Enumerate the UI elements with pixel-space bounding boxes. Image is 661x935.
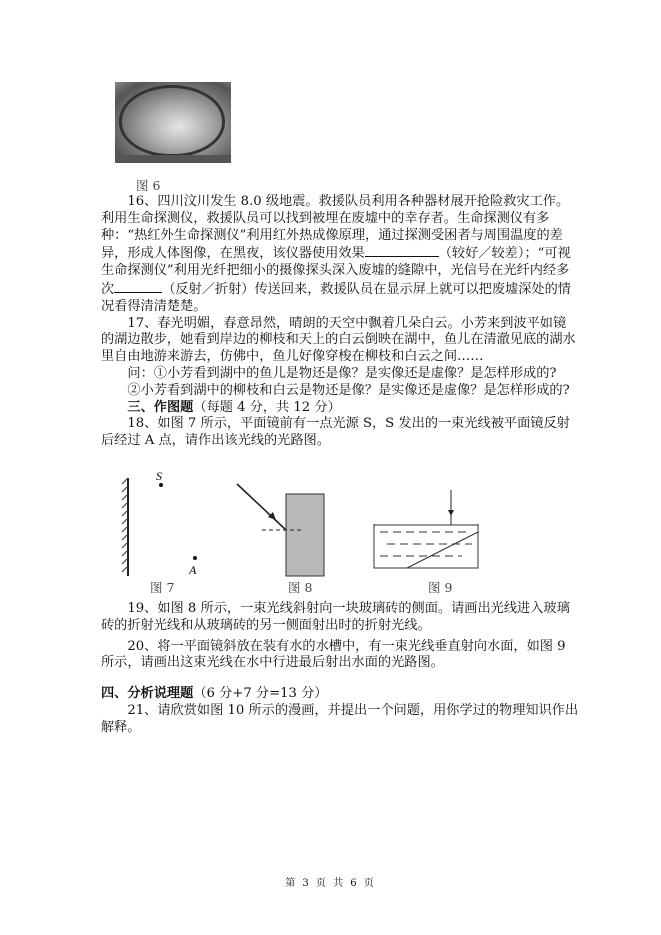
- figure-7-mirror: [122, 478, 128, 576]
- questions-19-20: [101, 601, 579, 672]
- section-3-title: 三、作图题: [127, 399, 194, 415]
- arrow-down-icon: [448, 510, 454, 516]
- water-lines: [380, 532, 472, 556]
- figure-6-photo: [115, 82, 231, 163]
- answer-blank-2[interactable]: [114, 280, 162, 293]
- q16-text-3: （反射／折射）传送回来，救援队员在显示屏上就可以把废墟深处的情况看得清清楚楚。: [101, 281, 571, 314]
- section-3-score: （每题 4 分，共 12 分）: [193, 399, 341, 415]
- question-17-ask-1: 问：①小芳看到湖中的鱼儿是物还是像？是实像还是虚像？是怎样形成的?: [127, 365, 557, 381]
- figure-8-caption: 图 8: [288, 580, 313, 595]
- question-18-text: 18、如图 7 所示，平面镜前有一点光源 S，S 发出的一束光线被平面镜反射后经过 A 点，请作出该光线的光路图。: [101, 416, 570, 449]
- question-21-text: 21、请欣赏如图 10 所示的漫画，并提出一个问题，用你学过的物理知识作出解释。: [101, 702, 579, 735]
- figures-7-8-9: [110, 470, 500, 582]
- q16-text-1: 16、四川汶川发生 8.0 级地震。救援队员利用各种器材展开抢险救灾工作。利用生命探测仪，救援队员可以找到被埋在废墟中的幸存者。生命探测仪有多种：“热红外生命探测仪”利用红外热成像原理，通过探测受困者与周围温度的差异，形成人体图像，在黑夜，该仪器使用效果: [101, 194, 570, 262]
- figure-7-caption: 图 7: [150, 580, 175, 595]
- plane-mirror: [407, 532, 478, 568]
- label-s: S: [156, 470, 162, 483]
- glass-brick: [286, 494, 324, 576]
- section-3-heading: [101, 400, 579, 417]
- incident-ray: [237, 484, 286, 530]
- question-16: [101, 194, 579, 450]
- section-4-heading: [101, 686, 579, 703]
- q16-text-2: （较好／较差）；“可视生命探测仪”利用光纤把细小的摄像探头深入废墟的缝隙中，光信号在光纤内经多次: [101, 246, 571, 297]
- section-4: [101, 686, 579, 736]
- answer-blank-1[interactable]: [365, 244, 439, 257]
- point-a: [193, 556, 197, 560]
- section-4-title: 四、分析说理题: [101, 686, 194, 701]
- figure-9-caption: 图 9: [428, 580, 453, 595]
- section-4-score: （6 分+7 分=13 分）: [193, 686, 328, 701]
- point-s: [159, 483, 163, 487]
- label-a: A: [189, 563, 197, 577]
- figure-6-caption: 图 6: [136, 178, 161, 193]
- question-19-text: 19、如图 8 所示，一束光线斜射向一块玻璃砖的侧面。请画出光线进入玻璃砖的折射光线和从玻璃砖的另一侧面射出时的折射光线。: [101, 601, 570, 633]
- question-17-ask-2: ②小芳看到湖中的柳枝和白云是物还是像？是实像还是虚像？是怎样形成的?: [127, 382, 570, 398]
- water-tank: [374, 524, 478, 568]
- question-20-text: 20、将一平面镜斜放在装有水的水槽中，有一束光线垂直射向水面，如图 9 所示，请画出这束光线在水中行进最后射出水面的光路图。: [101, 638, 566, 671]
- page-footer: 第 3 页 共 6 页: [285, 878, 376, 889]
- question-17-text: 17、春光明媚，春意昂然，晴朗的天空中飘着几朵白云。小芳来到波平如镜的湖边散步，她看到岸边的柳枝和天上的白云倒映在湖中，鱼儿在清澈见底的湖水里自由地游来游去，仿佛中，鱼儿好像穿梭在柳枝和白云之间……: [101, 315, 576, 365]
